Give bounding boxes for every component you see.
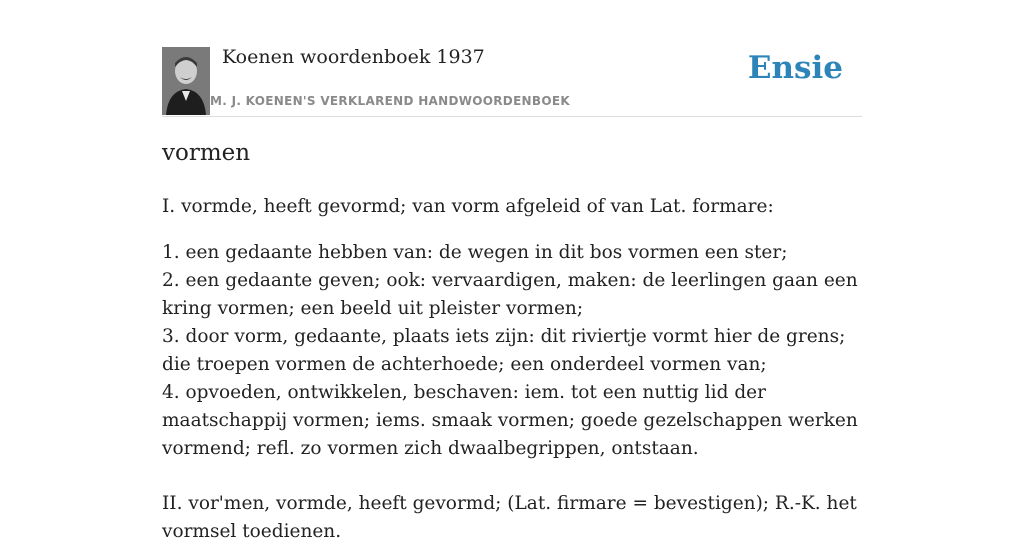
definition-item: 4. opvoeden, ontwikkelen, beschaven: iem. tot een nuttig lid der maatschappij vormen; iems. smaak vormen; goede gezelschappen werken vormend; refl. zo vormen zich dwaalbegrippen, ontstaan. bbox=[162, 382, 858, 459]
definition-item: 2. een gedaante geven; ook: vervaardigen, maken: de leerlingen gaan een kring vormen; een beeld uit pleister vormen; bbox=[162, 270, 858, 319]
definition-item: 3. door vorm, gedaante, plaats iets zijn: dit riviertje vormt hier de grens; die troepen vormen de achterhoede; een onderdeel vormen van; bbox=[162, 326, 846, 375]
entry-second-sense: II. vor'men, vormde, heeft gevormd; (Lat. firmare = bevestigen); R.-K. het vormsel toedienen. bbox=[162, 493, 857, 542]
book-title[interactable]: Koenen woordenboek 1937 bbox=[222, 46, 485, 68]
brand-logo-link[interactable]: Ensie bbox=[747, 50, 843, 86]
definition-item: 1. een gedaante hebben van: de wegen in dit bos vormen een ster; bbox=[162, 242, 788, 263]
page bbox=[162, 0, 862, 542]
site-header bbox=[162, 0, 862, 117]
definition-list bbox=[162, 239, 862, 463]
book-subtitle: M. J. KOENEN'S VERKLAREND HANDWOORDENBOEK bbox=[210, 94, 570, 108]
entry-body bbox=[162, 193, 862, 546]
author-portrait-icon bbox=[162, 47, 210, 115]
entry-intro: I. vormde, heeft gevormd; van vorm afgeleid of van Lat. formare: bbox=[162, 196, 774, 217]
entry-headword: vormen bbox=[162, 140, 251, 166]
